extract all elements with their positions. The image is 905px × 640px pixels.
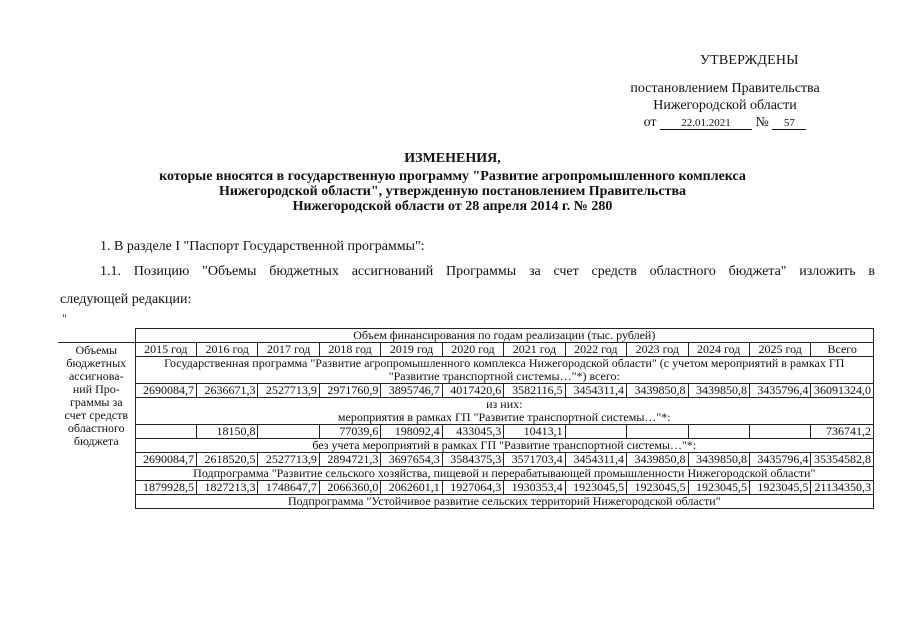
table-cell: 433045,3	[442, 425, 503, 439]
table-cell: 3454311,4	[565, 384, 626, 398]
year-header: 2023 год	[627, 343, 688, 357]
table-cell: 3435796,4	[749, 453, 810, 467]
paragraph-1: 1. В разделе I "Паспорт Государственной программы":	[100, 239, 425, 254]
table-cell: 3454311,4	[565, 453, 626, 467]
table-cell	[749, 425, 810, 439]
table-cell: 2062601,1	[381, 481, 442, 495]
data-row-transport	[58, 425, 874, 439]
title-line-1: ИЗМЕНЕНИЯ,	[404, 151, 501, 166]
paragraph-1-1: 1.1. Позицию "Объемы бюджетных ассигнований Программы за счет средств областного бюджета" изложить в	[100, 264, 875, 279]
table-cell	[627, 425, 688, 439]
decree-date: 22.01.2021	[660, 117, 752, 130]
table-cell-total: 35354582,8	[811, 453, 874, 467]
section-transport	[135, 398, 873, 425]
year-header: 2016 год	[197, 343, 258, 357]
table-cell-total: 36091324,0	[811, 384, 874, 398]
data-row-gp-total	[58, 384, 874, 398]
of-them-label: из них:	[486, 397, 523, 411]
table-cell: 1827213,3	[197, 481, 258, 495]
table-cell: 10413,1	[504, 425, 565, 439]
year-header: 2025 год	[749, 343, 810, 357]
year-header: 2020 год	[442, 343, 503, 357]
decree-date-line	[595, 114, 855, 131]
section-gp-total: Государственная программа "Развитие агропромышленного комплекса Нижегородской области" (с учетом мероприятий в рамках ГП "Развитие транспортной системы…"*) всего:	[135, 357, 873, 384]
paragraph-continuation: следующей редакции:	[60, 292, 192, 307]
table-cell: 2527713,9	[258, 453, 319, 467]
title-line-3: Нижегородской области", утвержденную постановлением Правительства	[218, 184, 687, 199]
table-cell-total: 21134350,3	[811, 481, 874, 495]
table-cell: 2971760,9	[319, 384, 380, 398]
number-sign: №	[755, 115, 769, 130]
year-header: 2018 год	[319, 343, 380, 357]
table-cell: 2690084,7	[135, 384, 196, 398]
financing-table	[58, 328, 874, 509]
decree-stamp	[595, 80, 855, 131]
data-row-without-transport	[58, 453, 874, 467]
year-header-total: Всего	[811, 343, 874, 357]
table-cell: 18150,8	[197, 425, 258, 439]
table-cell: 2527713,9	[258, 384, 319, 398]
document-title	[0, 151, 905, 214]
title-line-4: Нижегородской области от 28 апреля 2014 г. № 280	[292, 199, 613, 214]
section-agriculture-subprogram: Подпрограмма "Развитие сельского хозяйства, пищевой и перерабатывающей промышленности Нижегородской области"	[135, 467, 873, 481]
table-cell: 1930353,4	[504, 481, 565, 495]
year-header: 2024 год	[688, 343, 749, 357]
table-cell: 3439850,8	[688, 384, 749, 398]
table-cell: 1923045,5	[565, 481, 626, 495]
table-cell: 1748647,7	[258, 481, 319, 495]
table-cell: 3895746,7	[381, 384, 442, 398]
table-cell	[688, 425, 749, 439]
table-cell: 3571703,4	[504, 453, 565, 467]
table-cell: 77039,6	[319, 425, 380, 439]
data-row-agriculture	[58, 481, 874, 495]
decree-line-1: постановлением Правительства	[630, 81, 820, 96]
year-header: 2017 год	[258, 343, 319, 357]
section-row	[58, 467, 874, 481]
table-cell: 1923045,5	[627, 481, 688, 495]
table-cell	[258, 425, 319, 439]
decree-number: 57	[772, 117, 806, 130]
table-cell: 2618520,5	[197, 453, 258, 467]
year-header: 2015 год	[135, 343, 196, 357]
table-caption-row	[58, 329, 874, 343]
table-caption: Объем финансирования по годам реализации (тыс. рублей)	[135, 329, 873, 343]
section-row	[58, 439, 874, 453]
year-header: 2021 год	[504, 343, 565, 357]
section-rural-subprogram: Подпрограмма "Устойчивое развитие сельских территорий Нижегородской области"	[135, 495, 873, 509]
table-cell: 1927064,3	[442, 481, 503, 495]
section-row	[58, 357, 874, 384]
year-header: 2019 год	[381, 343, 442, 357]
table-cell: 3584375,3	[442, 453, 503, 467]
table-cell	[135, 425, 196, 439]
blank-corner-cell	[58, 329, 135, 343]
year-header: 2022 год	[565, 343, 626, 357]
table-cell: 2066360,0	[319, 481, 380, 495]
section-row	[58, 398, 874, 425]
table-cell: 3582116,5	[504, 384, 565, 398]
opening-quote: "	[62, 311, 67, 325]
row-label: Объемы бюджетных ассигнова-ний Про-граммы за счет средств областного бюджета	[58, 343, 135, 509]
transport-label: мероприятия в рамках ГП "Развитие транспортной системы…"*:	[337, 410, 671, 424]
table-cell: 2894721,3	[319, 453, 380, 467]
years-row	[58, 343, 874, 357]
table-cell: 4017420,6	[442, 384, 503, 398]
table-cell: 3439850,8	[627, 453, 688, 467]
approved-heading: УТВЕРЖДЕНЫ	[700, 53, 799, 68]
title-line-2: которые вносятся в государственную программу "Развитие агропромышленного комплекса	[159, 169, 746, 184]
table-cell	[565, 425, 626, 439]
table-cell-total: 736741,2	[811, 425, 874, 439]
section-row	[58, 495, 874, 509]
decree-line-2: Нижегородской области	[653, 98, 797, 113]
table-cell: 3439850,8	[627, 384, 688, 398]
table-cell: 3435796,4	[749, 384, 810, 398]
table-cell: 1923045,5	[749, 481, 810, 495]
section-without-transport: без учета мероприятий в рамках ГП "Развитие транспортной системы…"*:	[135, 439, 873, 453]
table-cell: 198092,4	[381, 425, 442, 439]
date-prefix: от	[643, 115, 657, 130]
table-cell: 3439850,8	[688, 453, 749, 467]
table-cell: 2636671,3	[197, 384, 258, 398]
table-cell: 2690084,7	[135, 453, 196, 467]
table-cell: 1879928,5	[135, 481, 196, 495]
table-cell: 3697654,3	[381, 453, 442, 467]
table-cell: 1923045,5	[688, 481, 749, 495]
